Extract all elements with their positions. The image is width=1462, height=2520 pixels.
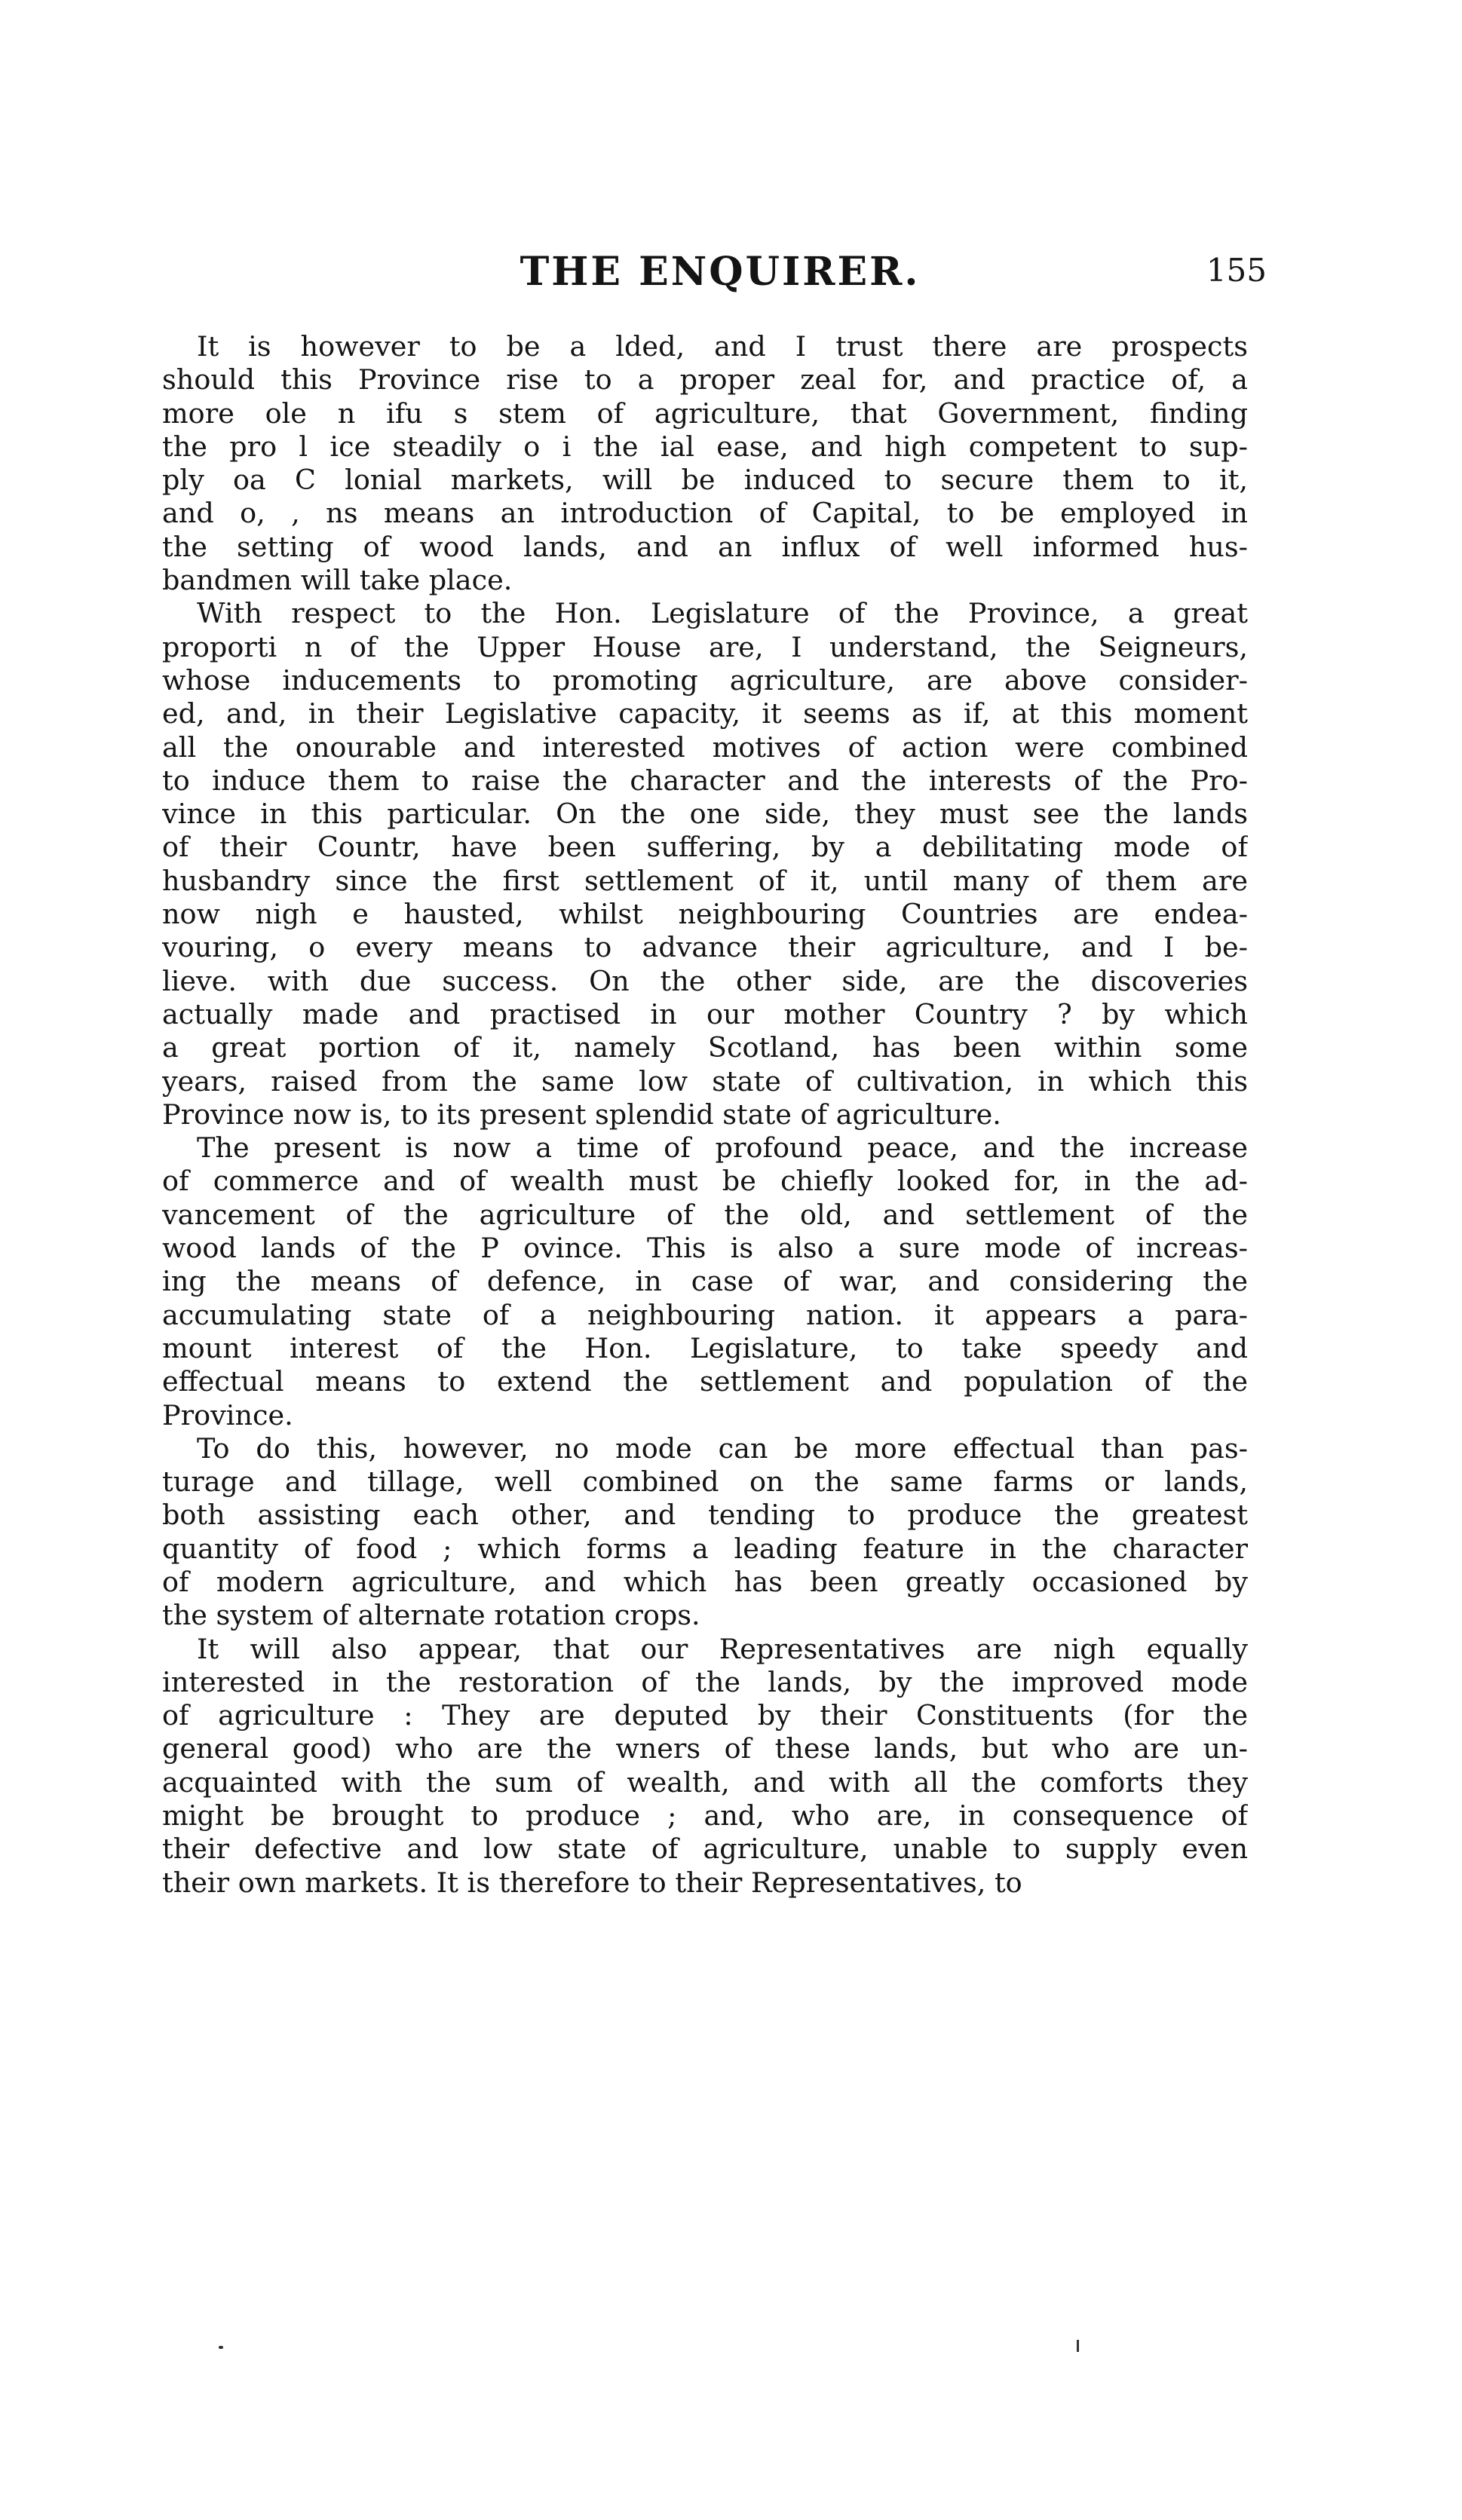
text-line: husbandry since the first settlement of it, until many of them are <box>162 864 1248 897</box>
text-line: both assisting each other, and tending to produce the greatest <box>162 1499 1248 1532</box>
running-head <box>173 249 1267 302</box>
text-line: acquainted with the sum of wealth, and with all the comforts they <box>162 1765 1248 1799</box>
text-line: the system of alternate rotation crops. <box>162 1599 700 1632</box>
printer-marks <box>0 2337 1462 2367</box>
text-line: general good) who are the wners of these lands, but who are un- <box>162 1732 1248 1765</box>
text-line: wood lands of the P ovince. This is also a sure mode of increas- <box>162 1232 1248 1265</box>
text-line: of their Countr, have been suffering, by a debilitating mode of <box>162 831 1248 864</box>
printer-mark <box>219 2346 223 2349</box>
body-text <box>162 330 1248 1900</box>
text-line: interested in the restoration of the lands, by the improved mode <box>162 1665 1248 1698</box>
paragraph <box>162 1432 1248 1633</box>
paragraph <box>162 1131 1248 1432</box>
text-line: their own markets. It is therefore to their Representatives, to <box>162 1866 1022 1899</box>
text-line: Province now is, to its present splendid state of agriculture. <box>162 1098 1001 1131</box>
paragraph <box>162 597 1248 1131</box>
text-line: ing the means of defence, in case of war, and considering the <box>162 1265 1248 1298</box>
text-line: With respect to the Hon. Legislature of the Province, a great <box>197 597 1248 630</box>
text-line: vancement of the agriculture of the old, and settlement of the <box>162 1198 1248 1231</box>
text-line: Province. <box>162 1398 293 1431</box>
printer-mark <box>1077 2340 1079 2352</box>
text-line: all the onourable and interested motives of action were combined <box>162 730 1248 764</box>
text-line: It is however to be a lded, and I trust there are prospects <box>197 330 1248 363</box>
text-line: vince in this particular. On the one side, they must see the lands <box>162 798 1248 831</box>
text-line: to induce them to raise the character and the interests of the Pro- <box>162 764 1248 797</box>
text-line: lieve. with due success. On the other side, are the discoveries <box>162 964 1248 997</box>
text-line: It will also appear, that our Representatives are nigh equally <box>197 1632 1248 1665</box>
text-line: more ole n ifu s stem of agriculture, that Government, finding <box>162 397 1248 430</box>
text-line: a great portion of it, namely Scotland, has been within some <box>162 1031 1248 1064</box>
text-line: ply oa C lonial markets, will be induced to secure them to it, <box>162 464 1248 497</box>
text-line: ed, and, in their Legislative capacity, it seems as if, at this moment <box>162 697 1248 730</box>
page-number: 155 <box>1206 252 1267 289</box>
paragraph <box>162 1633 1248 1900</box>
text-line: The present is now a time of profound peace, and the increase <box>197 1131 1248 1165</box>
text-line: bandmen will take place. <box>162 564 513 597</box>
text-line: years, raised from the same low state of cultivation, in which this <box>162 1064 1248 1098</box>
text-line: their defective and low state of agriculture, unable to supply even <box>162 1833 1248 1866</box>
text-line: might be brought to produce ; and, who are, in consequence of <box>162 1799 1248 1833</box>
text-line: whose inducements to promoting agriculture, are above consider- <box>162 663 1248 697</box>
text-line: vouring, o every means to advance their agriculture, and I be- <box>162 931 1248 964</box>
text-line: quantity of food ; which forms a leading feature in the character <box>162 1532 1248 1565</box>
text-line: the setting of wood lands, and an influx of well informed hus- <box>162 530 1248 563</box>
text-line: proporti n of the Upper House are, I understand, the Seigneurs, <box>162 630 1248 663</box>
paragraph <box>162 330 1248 597</box>
text-line: To do this, however, no mode can be more effectual than pas- <box>197 1431 1248 1465</box>
text-line: of agriculture : They are deputed by their Constituents (for the <box>162 1699 1248 1732</box>
text-line: actually made and practised in our mother Country ? by which <box>162 997 1248 1030</box>
text-line: of modern agriculture, and which has been greatly occasioned by <box>162 1565 1248 1598</box>
text-line: of commerce and of wealth must be chiefly looked for, in the ad- <box>162 1165 1248 1198</box>
text-line: the pro l ice steadily o i the ial ease, and high competent to sup- <box>162 430 1248 463</box>
running-title: THE ENQUIRER. <box>520 249 921 295</box>
text-line: and o, , ns means an introduction of Capital, to be employed in <box>162 497 1248 530</box>
text-line: effectual means to extend the settlement and population of the <box>162 1365 1248 1398</box>
text-line: turage and tillage, well combined on the same farms or lands, <box>162 1465 1248 1499</box>
text-line: mount interest of the Hon. Legislature, to take speedy and <box>162 1331 1248 1364</box>
text-line: now nigh e hausted, whilst neighbouring Countries are endea- <box>162 898 1248 931</box>
text-line: accumulating state of a neighbouring nation. it appears a para- <box>162 1298 1248 1331</box>
text-line: should this Province rise to a proper zeal for, and practice of, a <box>162 363 1248 397</box>
